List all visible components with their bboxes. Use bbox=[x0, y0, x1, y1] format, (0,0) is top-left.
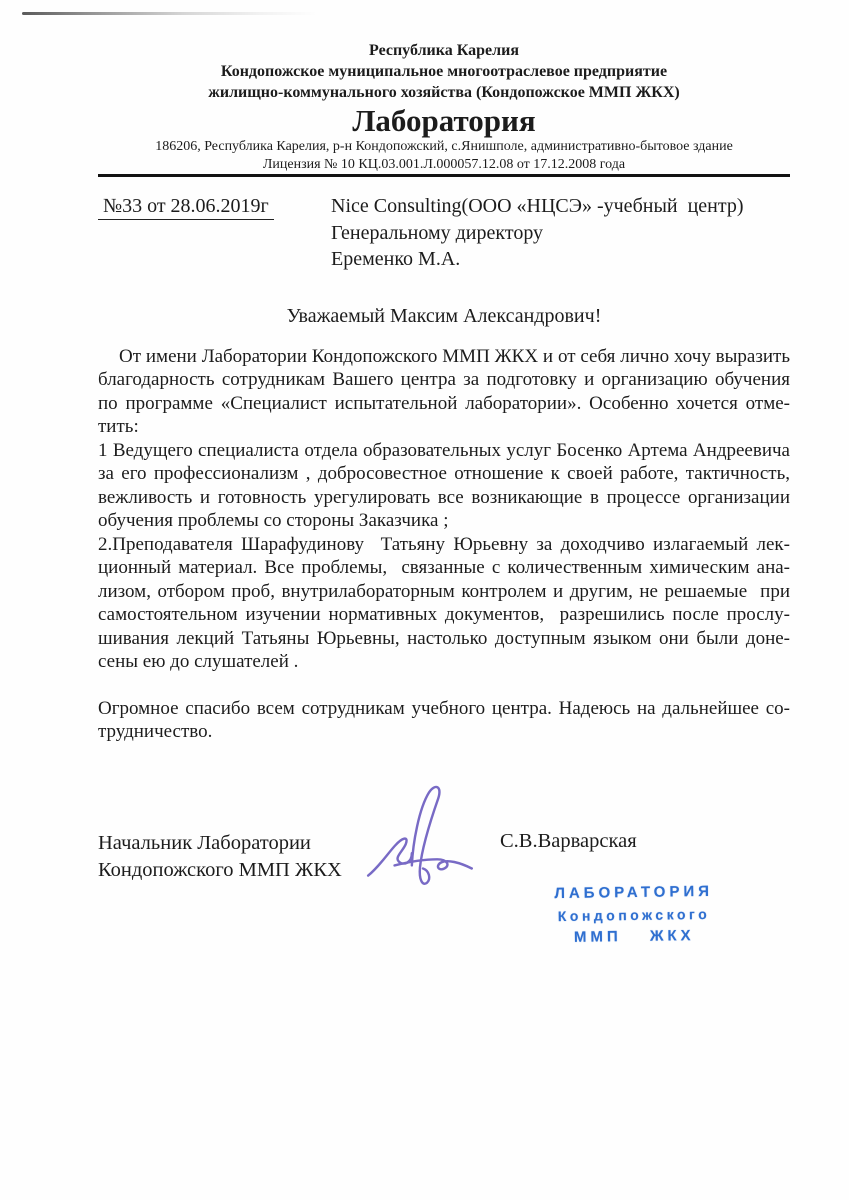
reference-row bbox=[98, 193, 790, 273]
letterhead bbox=[98, 0, 790, 177]
body-line: сены ею до слушателей . bbox=[98, 651, 299, 672]
signer-position-line1: Начальник Лаборатории bbox=[98, 831, 311, 854]
signer-name: С.В.Варварская bbox=[500, 829, 637, 852]
body-line: Огромное спасибо всем сотрудникам учебного центра. Надеюсь на дальнейшее со- bbox=[98, 697, 790, 719]
stamp-line1: ЛАБОРАТОРИЯ bbox=[554, 882, 714, 903]
letterhead-title: Лаборатория bbox=[352, 103, 536, 138]
letterhead-org-line2: жилищно-коммунального хозяйства (Кондопожское ММП ЖКХ) bbox=[208, 84, 680, 101]
body-line: тить: bbox=[98, 416, 139, 437]
letterhead-rule bbox=[98, 174, 790, 177]
recipient-position: Генеральному директору bbox=[331, 221, 544, 244]
body-line: по программе «Специалист испытательной лаборатории». Особенно хочется отме- bbox=[98, 392, 790, 414]
reference-number-date: №33 от 28.06.2019г bbox=[98, 193, 274, 220]
body-line: От имени Лаборатории Кондопожского ММП ЖКХ и от себя лично хочу выразить bbox=[119, 345, 790, 367]
letterhead-address: 186206, Республика Карелия, р-н Кондопожский, с.Янишполе, административно-бытовое здание bbox=[155, 139, 733, 154]
body-line: 2.Преподавателя Шарафудинову Татьяну Юрьевну за доходчиво излагаемый лек- bbox=[98, 533, 790, 555]
body-line: благодарность сотрудникам Вашего центра за подготовку и организацию обучения bbox=[98, 369, 790, 390]
recipient-name: Еременко М.А. bbox=[331, 248, 461, 270]
body-paragraph-1 bbox=[98, 345, 790, 674]
recipient-org: Nice Consulting(ООО «НЦСЭ» -учебный центр) bbox=[331, 195, 744, 217]
signer-position-line2: Кондопожского ММП ЖКХ bbox=[98, 858, 342, 881]
body-line: шивания лекций Татьяны Юрьевны, настолько доступным языком они были доне- bbox=[98, 627, 790, 649]
laboratory-stamp bbox=[534, 881, 735, 950]
recipient-block bbox=[331, 193, 744, 273]
salutation: Уважаемый Максим Александрович! bbox=[286, 304, 602, 327]
letterhead-region: Республика Карелия bbox=[369, 42, 519, 59]
body-line: обучения проблемы со стороны Заказчика ; bbox=[98, 510, 449, 531]
stamp-line3: ММП ЖКХ bbox=[573, 927, 695, 946]
body-line: лизом, отбором проб, внутрилабораторным контролем и другим, не решаемые при bbox=[98, 580, 790, 602]
body-line: 1 Ведущего специалиста отдела образовательных услуг Босенко Артема Андреевича bbox=[98, 439, 790, 461]
body-line: за его профессионализм , добросовестное отношение к своей работе, тактичность, bbox=[98, 463, 790, 484]
body-line: вежливость и готовность урегулировать все возникающие в процессе организации bbox=[98, 486, 790, 508]
handwritten-signature bbox=[358, 782, 486, 894]
reference-date-cell bbox=[98, 193, 331, 273]
stamp-line2: Кондопожского bbox=[557, 905, 711, 925]
body-line: ционный материал. Все проблемы, связанные с количественным химическим ана- bbox=[98, 557, 790, 578]
letterhead-license: Лицензия № 10 КЦ.03.001.Л.000057.12.08 от 17.12.2008 года bbox=[262, 156, 626, 172]
body-line: самостоятельном изучении нормативных документов, разрешились после прослу- bbox=[98, 604, 790, 625]
letterhead-org-line1: Кондопожское муниципальное многоотраслевое предприятие bbox=[220, 63, 668, 80]
letter-content bbox=[98, 0, 790, 884]
body-paragraph-2 bbox=[98, 697, 790, 744]
body-line: трудничество. bbox=[98, 721, 213, 742]
